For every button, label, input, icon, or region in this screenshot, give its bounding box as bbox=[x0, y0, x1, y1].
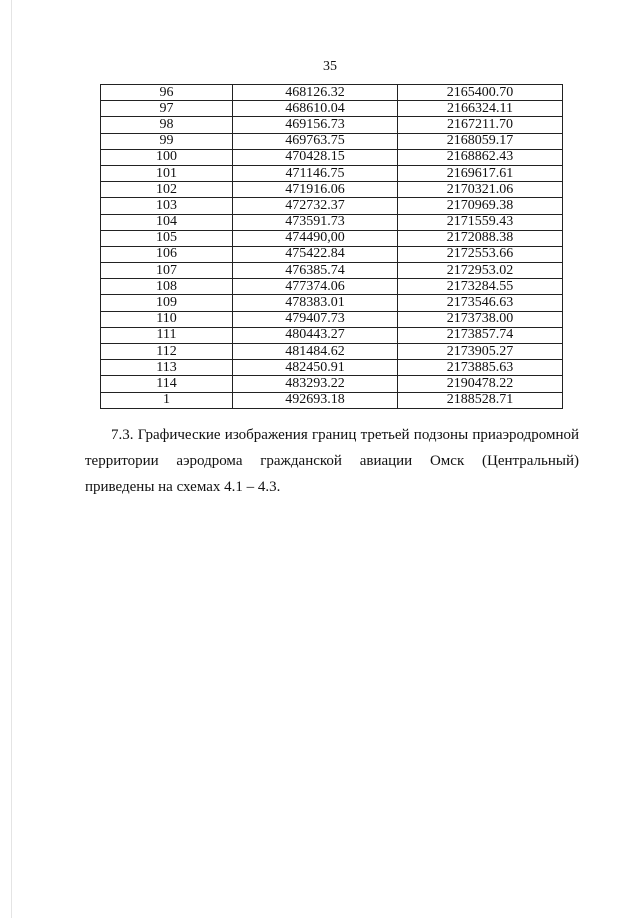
y-coordinate-cell: 2170969.38 bbox=[398, 198, 563, 214]
x-coordinate-cell: 476385.74 bbox=[233, 263, 398, 279]
y-coordinate-cell: 2168862.43 bbox=[398, 149, 563, 165]
table-row bbox=[101, 198, 563, 214]
table-row bbox=[101, 344, 563, 360]
table-row bbox=[101, 327, 563, 343]
y-coordinate-cell: 2165400.70 bbox=[398, 85, 563, 101]
point-number-cell: 97 bbox=[101, 101, 233, 117]
table-row bbox=[101, 214, 563, 230]
point-number-cell: 1 bbox=[101, 392, 233, 408]
x-coordinate-cell: 471916.06 bbox=[233, 182, 398, 198]
x-coordinate-cell: 482450.91 bbox=[233, 360, 398, 376]
point-number-cell: 114 bbox=[101, 376, 233, 392]
table-row bbox=[101, 246, 563, 262]
point-number-cell: 99 bbox=[101, 133, 233, 149]
x-coordinate-cell: 470428.15 bbox=[233, 149, 398, 165]
x-coordinate-cell: 468126.32 bbox=[233, 85, 398, 101]
table-row bbox=[101, 263, 563, 279]
table-row bbox=[101, 392, 563, 408]
table-row bbox=[101, 295, 563, 311]
x-coordinate-cell: 477374.06 bbox=[233, 279, 398, 295]
y-coordinate-cell: 2167211.70 bbox=[398, 117, 563, 133]
table-row bbox=[101, 85, 563, 101]
point-number-cell: 103 bbox=[101, 198, 233, 214]
point-number-cell: 107 bbox=[101, 263, 233, 279]
point-number-cell: 96 bbox=[101, 85, 233, 101]
paragraph-text: 7.3. Графические изображения границ третьей подзоны приаэродромной территории аэродрома гражданской авиации Омск (Центральный) приведены на схемах 4.1 – 4.3. bbox=[85, 427, 579, 495]
x-coordinate-cell: 478383.01 bbox=[233, 295, 398, 311]
table-row bbox=[101, 165, 563, 181]
x-coordinate-cell: 483293.22 bbox=[233, 376, 398, 392]
y-coordinate-cell: 2171559.43 bbox=[398, 214, 563, 230]
point-number-cell: 104 bbox=[101, 214, 233, 230]
x-coordinate-cell: 473591.73 bbox=[233, 214, 398, 230]
table-row bbox=[101, 279, 563, 295]
y-coordinate-cell: 2169617.61 bbox=[398, 165, 563, 181]
point-number-cell: 105 bbox=[101, 230, 233, 246]
point-number-cell: 106 bbox=[101, 246, 233, 262]
table-row bbox=[101, 376, 563, 392]
y-coordinate-cell: 2170321.06 bbox=[398, 182, 563, 198]
x-coordinate-cell: 480443.27 bbox=[233, 327, 398, 343]
coordinates-table bbox=[100, 84, 563, 409]
x-coordinate-cell: 469763.75 bbox=[233, 133, 398, 149]
table-row bbox=[101, 360, 563, 376]
point-number-cell: 102 bbox=[101, 182, 233, 198]
y-coordinate-cell: 2173885.63 bbox=[398, 360, 563, 376]
point-number-cell: 110 bbox=[101, 311, 233, 327]
x-coordinate-cell: 472732.37 bbox=[233, 198, 398, 214]
table-row bbox=[101, 149, 563, 165]
y-coordinate-cell: 2168059.17 bbox=[398, 133, 563, 149]
x-coordinate-cell: 492693.18 bbox=[233, 392, 398, 408]
table-row bbox=[101, 230, 563, 246]
x-coordinate-cell: 474490,00 bbox=[233, 230, 398, 246]
y-coordinate-cell: 2172088.38 bbox=[398, 230, 563, 246]
coordinates-table-body bbox=[101, 85, 563, 409]
x-coordinate-cell: 479407.73 bbox=[233, 311, 398, 327]
y-coordinate-cell: 2173738.00 bbox=[398, 311, 563, 327]
body-paragraph bbox=[85, 422, 579, 500]
table-row bbox=[101, 133, 563, 149]
y-coordinate-cell: 2166324.11 bbox=[398, 101, 563, 117]
table-row bbox=[101, 311, 563, 327]
y-coordinate-cell: 2190478.22 bbox=[398, 376, 563, 392]
x-coordinate-cell: 471146.75 bbox=[233, 165, 398, 181]
table-row bbox=[101, 117, 563, 133]
point-number-cell: 109 bbox=[101, 295, 233, 311]
x-coordinate-cell: 481484.62 bbox=[233, 344, 398, 360]
table-row bbox=[101, 182, 563, 198]
y-coordinate-cell: 2172953.02 bbox=[398, 263, 563, 279]
point-number-cell: 111 bbox=[101, 327, 233, 343]
y-coordinate-cell: 2173857.74 bbox=[398, 327, 563, 343]
point-number-cell: 98 bbox=[101, 117, 233, 133]
x-coordinate-cell: 475422.84 bbox=[233, 246, 398, 262]
y-coordinate-cell: 2173284.55 bbox=[398, 279, 563, 295]
point-number-cell: 108 bbox=[101, 279, 233, 295]
y-coordinate-cell: 2172553.66 bbox=[398, 246, 563, 262]
point-number-cell: 113 bbox=[101, 360, 233, 376]
x-coordinate-cell: 469156.73 bbox=[233, 117, 398, 133]
y-coordinate-cell: 2173546.63 bbox=[398, 295, 563, 311]
point-number-cell: 100 bbox=[101, 149, 233, 165]
y-coordinate-cell: 2188528.71 bbox=[398, 392, 563, 408]
x-coordinate-cell: 468610.04 bbox=[233, 101, 398, 117]
point-number-cell: 101 bbox=[101, 165, 233, 181]
table-row bbox=[101, 101, 563, 117]
y-coordinate-cell: 2173905.27 bbox=[398, 344, 563, 360]
page-number: 35 bbox=[323, 59, 337, 74]
scan-margin-line bbox=[11, 0, 12, 918]
point-number-cell: 112 bbox=[101, 344, 233, 360]
